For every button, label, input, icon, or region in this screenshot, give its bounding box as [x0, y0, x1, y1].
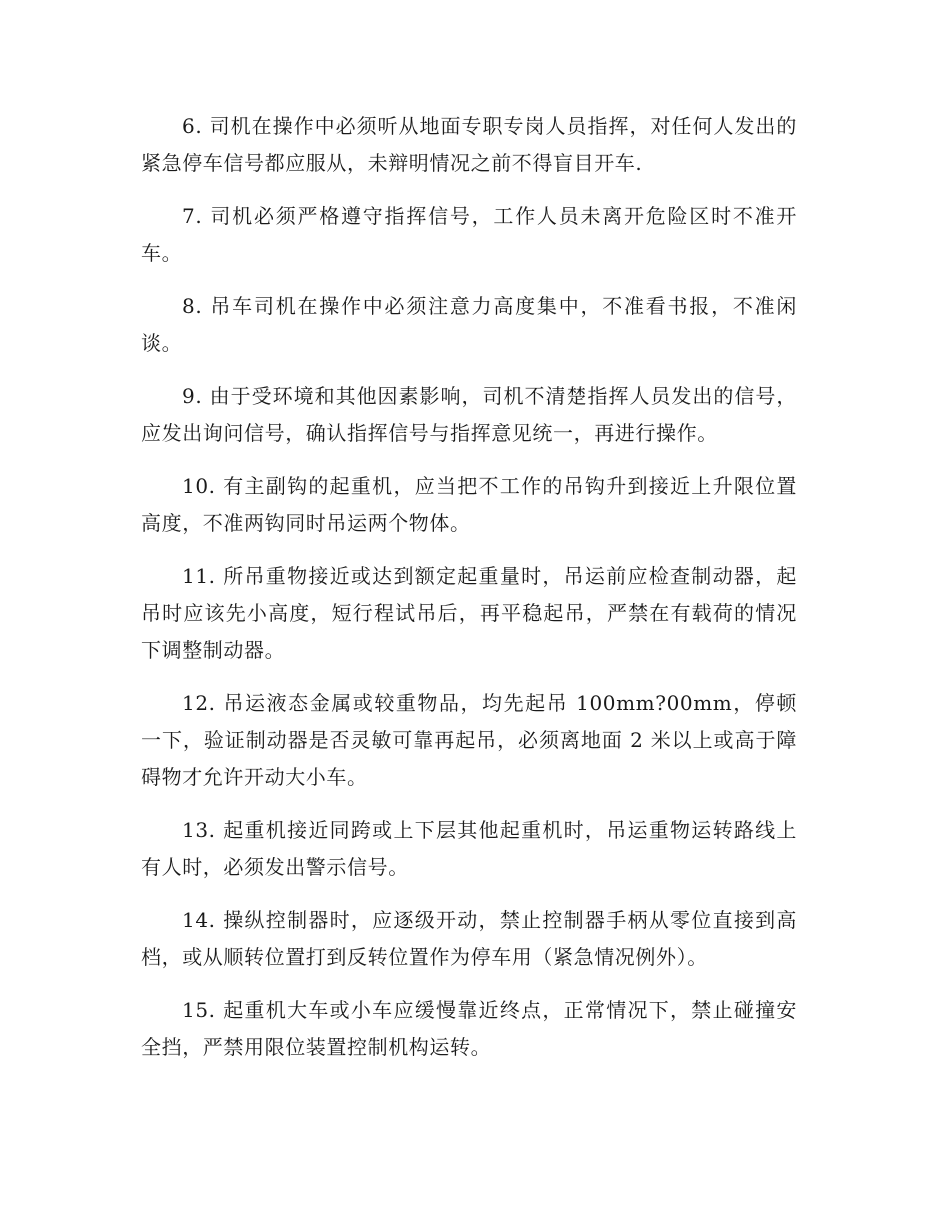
paragraph-13: 13. 起重机接近同跨或上下层其他起重机时，吊运重物运转路线上有人时，必须发出警示信号。	[141, 818, 797, 879]
paragraph-12: 12. 吊运液态金属或较重物品，均先起吊 100mm?00mm，停顿一下，验证制动器是否灵敏可靠再起吊，必须离地面 2 米以上或高于障碍物才允许开动大小车。	[141, 691, 797, 789]
paragraph-7: 7. 司机必须严格遵守指挥信号，工作人员未离开危险区时不准开车。	[141, 204, 797, 265]
paragraph-8: 8. 吊车司机在操作中必须注意力高度集中，不准看书报，不准闲谈。	[141, 294, 797, 355]
document-body	[141, 108, 797, 1082]
paragraph-14: 14. 操纵控制器时，应逐级开动，禁止控制器手柄从零位直接到高档，或从顺转位置打到反转位置作为停车用（紧急情况例外）。	[141, 908, 797, 969]
paragraph-11: 11. 所吊重物接近或达到额定起重量时，吊运前应检查制动器，起吊时应该先小高度，短行程试吊后，再平稳起吊，严禁在有载荷的情况下调整制动器。	[141, 564, 797, 662]
paragraph-10: 10. 有主副钩的起重机，应当把不工作的吊钩升到接近上升限位置高度，不准两钩同时吊运两个物体。	[141, 474, 797, 535]
paragraph-6: 6. 司机在操作中必须听从地面专职专岗人员指挥，对任何人发出的紧急停车信号都应服从，未辩明情况之前不得盲目开车.	[141, 114, 797, 175]
paragraph-9: 9. 由于受环境和其他因素影响，司机不清楚指挥人员发出的信号，应发出询问信号，确认指挥信号与指挥意见统一，再进行操作。	[141, 384, 797, 445]
paragraph-15: 15. 起重机大车或小车应缓慢靠近终点，正常情况下，禁止碰撞安全挡，严禁用限位装置控制机构运转。	[141, 998, 797, 1059]
